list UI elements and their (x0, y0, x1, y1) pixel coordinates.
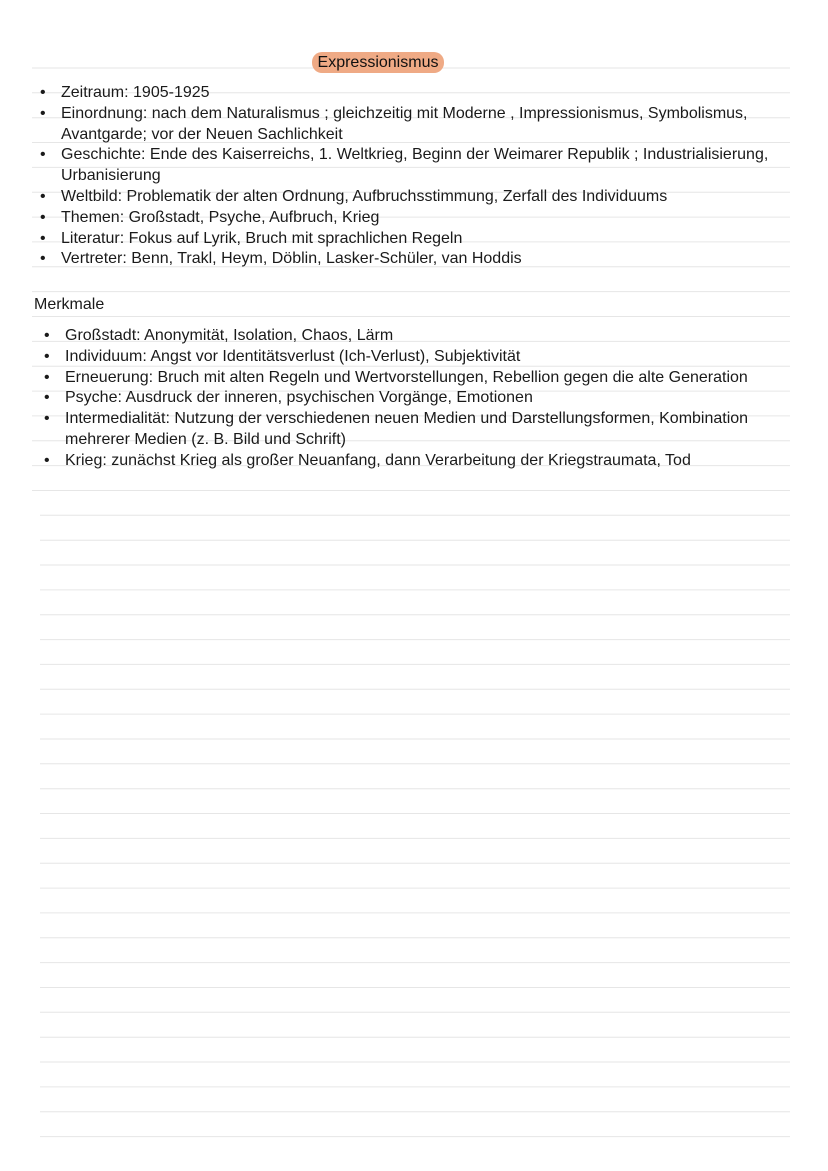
merkmal-item-individuum: • Individuum: Angst vor Identitätsverlust (Ich-Verlust), Subjektivität (40, 347, 800, 368)
overview-item-vertreter: • Vertreter: Benn, Trakl, Heym, Döblin, Lasker-Schüler, van Hoddis (36, 249, 796, 270)
overview-list (36, 83, 796, 270)
merkmale-section (40, 326, 800, 472)
merkmal-item-erneuerung: • Erneuerung: Bruch mit alten Regeln und Wertvorstellungen, Rebellion gegen die alte Generation (40, 368, 800, 389)
overview-item-zeitraum: • Zeitraum: 1905-1925 (36, 83, 796, 104)
merkmal-item-krieg: • Krieg: zunächst Krieg als großer Neuanfang, dann Verarbeitung der Kriegstraumata, Tod (40, 451, 800, 472)
overview-item-literatur: • Literatur: Fokus auf Lyrik, Bruch mit sprachlichen Regeln (36, 229, 796, 250)
merkmal-item-intermedialitaet: • Intermedialität: Nutzung der verschiedenen neuen Medien und Darstellungsformen, Kombination mehrerer Medien (z. B. Bild und Schrift) (40, 409, 800, 451)
merkmal-item-psyche: • Psyche: Ausdruck der inneren, psychischen Vorgänge, Emotionen (40, 388, 800, 409)
title-wrap (0, 52, 756, 73)
overview-item-einordnung: • Einordnung: nach dem Naturalismus ; gleichzeitig mit Moderne , Impressionismus, Symbolismus, Avantgarde; vor der Neuen Sachlichkeit (36, 104, 796, 146)
overview-item-themen: • Themen: Großstadt, Psyche, Aufbruch, Krieg (36, 208, 796, 229)
overview-item-geschichte: • Geschichte: Ende des Kaiserreichs, 1. Weltkrieg, Beginn der Weimarer Republik ; Industrialisierung, Urbanisierung (36, 145, 796, 187)
overview-item-weltbild: • Weltbild: Problematik der alten Ordnung, Aufbruchsstimmung, Zerfall des Individuums (36, 187, 796, 208)
merkmale-list (40, 326, 800, 472)
page-title: Expressionismus (312, 52, 445, 73)
overview-section (36, 83, 796, 270)
merkmal-item-grossstadt: • Großstadt: Anonymität, Isolation, Chaos, Lärm (40, 326, 800, 347)
merkmale-heading: Merkmale (34, 296, 105, 313)
